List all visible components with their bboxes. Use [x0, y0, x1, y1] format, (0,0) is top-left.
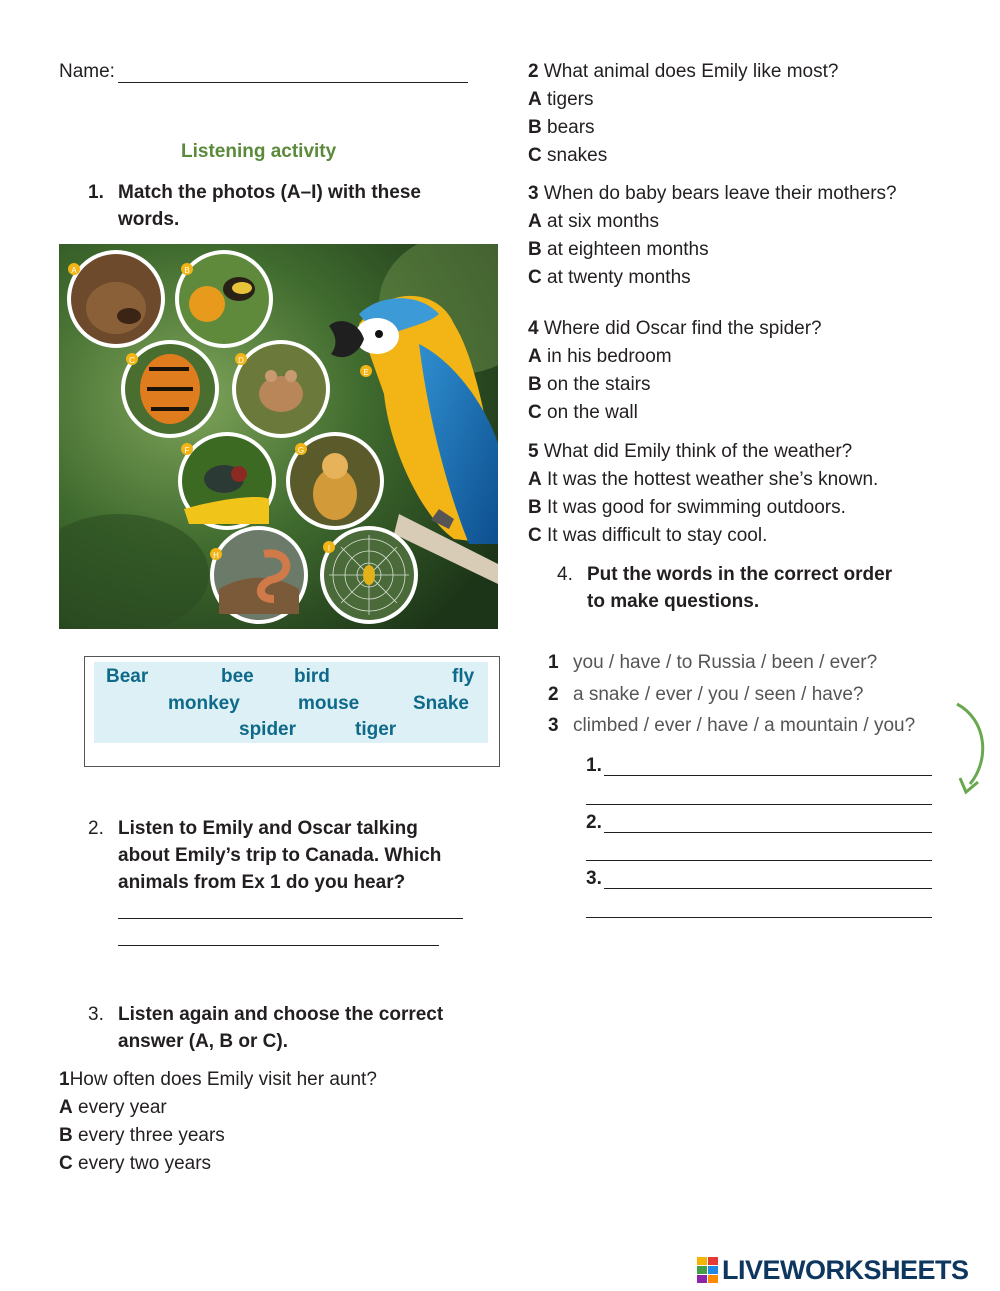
option-key: B: [528, 497, 542, 518]
option-text: at six months: [541, 211, 659, 232]
option-key: A: [59, 1097, 73, 1118]
ex2-number: 2.: [88, 818, 104, 839]
ex4-line1: Put the words in the correct order: [587, 564, 893, 585]
curved-arrow-icon: [952, 700, 992, 796]
option-key: C: [528, 267, 542, 288]
q2-option-c[interactable]: [528, 142, 838, 170]
ex4-line2: to make questions.: [587, 591, 760, 612]
ex4-answer-label-2: 2.: [586, 812, 602, 833]
photo-label-f: F: [184, 446, 190, 455]
q1-text: How often does Emily visit her aunt?: [69, 1069, 377, 1090]
word-bee[interactable]: bee: [221, 666, 254, 687]
ex4-answer-line-3b[interactable]: [586, 917, 932, 918]
name-label: Name:: [59, 61, 115, 82]
q2-option-b[interactable]: [528, 114, 838, 142]
q4-option-c[interactable]: [528, 399, 822, 427]
ex4-answer-label-3: 3.: [586, 868, 602, 889]
q4-number: 4: [528, 318, 539, 339]
photo-circle-a[interactable]: [67, 250, 165, 348]
q2-text: What animal does Emily like most?: [538, 61, 839, 82]
item-number: 2: [548, 683, 559, 705]
ex1-title-line1: Match the photos (A–I) with these: [118, 182, 421, 203]
ex1-title-line2: words.: [118, 209, 180, 230]
word-mouse[interactable]: mouse: [298, 693, 360, 714]
photo-label-h: H: [213, 551, 219, 560]
ex4-items: [548, 647, 915, 742]
photo-label-e: E: [363, 368, 369, 377]
q5-option-c[interactable]: [528, 522, 878, 550]
photo-label-a: A: [71, 266, 77, 275]
option-text: every year: [78, 1097, 167, 1118]
word-bird[interactable]: bird: [294, 666, 330, 687]
ex4-answer-line-2a[interactable]: [604, 832, 932, 833]
q5-number: 5: [528, 441, 539, 462]
q4-option-a[interactable]: [528, 343, 822, 371]
q3-text: When do baby bears leave their mothers?: [538, 183, 897, 204]
ex4-number: 4.: [557, 564, 573, 585]
animal-photo-collage: [59, 244, 498, 629]
ex3-question-4: [528, 315, 822, 427]
q3-option-a[interactable]: [528, 208, 897, 236]
photo-circle-b[interactable]: [175, 250, 273, 348]
ex3-question-5: [528, 438, 878, 550]
photo-circle-g[interactable]: [286, 432, 384, 530]
option-text: on the wall: [541, 402, 638, 423]
option-key: C: [59, 1153, 73, 1174]
ex3-line1: Listen again and choose the correct: [118, 1004, 444, 1025]
photo-label-g: G: [297, 446, 305, 455]
q2-number: 2: [528, 61, 539, 82]
ex1-number: 1.: [88, 182, 104, 203]
q3-option-c[interactable]: [528, 264, 897, 292]
photo-circle-d[interactable]: [232, 340, 330, 438]
word-spider[interactable]: spider: [239, 719, 297, 740]
logo-text: LIVEWORKSHEETS: [722, 1254, 969, 1285]
item-text: climbed / ever / have / a mountain / you?: [573, 715, 916, 736]
option-text: every two years: [78, 1153, 212, 1174]
option-text: in his bedroom: [541, 346, 672, 367]
photo-circle-i[interactable]: [320, 526, 418, 624]
word-bear[interactable]: Bear: [106, 666, 149, 687]
word-snake[interactable]: Snake: [413, 693, 469, 714]
option-text: at eighteen months: [541, 239, 709, 260]
option-text: It was difficult to stay cool.: [541, 525, 768, 546]
option-text: It was the hottest weather she’s known.: [541, 469, 879, 490]
q5-text: What did Emily think of the weather?: [538, 441, 853, 462]
ex4-answer-line-1a[interactable]: [604, 775, 932, 776]
photo-label-b: B: [184, 266, 190, 275]
liveworksheets-logo: [697, 1253, 969, 1287]
q4-option-b[interactable]: [528, 371, 822, 399]
q4-text: Where did Oscar find the spider?: [538, 318, 822, 339]
name-input-line[interactable]: [118, 82, 468, 83]
q3-number: 3: [528, 183, 539, 204]
ex4-item-3: [548, 710, 915, 742]
item-text: you / have / to Russia / been / ever?: [573, 652, 878, 673]
q5-option-a[interactable]: [528, 466, 878, 494]
photo-label-d: D: [238, 356, 244, 365]
option-text: every three years: [78, 1125, 225, 1146]
ex4-answer-label-1: 1.: [586, 755, 602, 776]
item-number: 1: [548, 652, 559, 673]
ex3-line2: answer (A, B or C).: [118, 1031, 288, 1052]
option-text: snakes: [541, 145, 608, 166]
photo-label-e-marker[interactable]: [360, 365, 372, 377]
ex3-question-2: [528, 58, 838, 170]
q3-option-b[interactable]: [528, 236, 897, 264]
ex1-heading: [88, 179, 421, 233]
ex4-item-2: [548, 679, 915, 711]
option-key: A: [528, 211, 542, 232]
ex4-answer-line-2b[interactable]: [586, 860, 932, 861]
word-fly[interactable]: fly: [452, 666, 475, 687]
photo-circle-c[interactable]: [121, 340, 219, 438]
ex2-answer-line-2[interactable]: [118, 945, 439, 946]
q5-option-b[interactable]: [528, 494, 878, 522]
word-tiger[interactable]: tiger: [355, 719, 397, 740]
ex2-line3: animals from Ex 1 do you hear?: [118, 872, 406, 893]
ex3-number: 3.: [88, 1004, 104, 1025]
q1-number: 1: [59, 1069, 70, 1090]
photo-circle-f[interactable]: [178, 432, 276, 530]
item-text: a snake / ever / you / seen / have?: [573, 683, 864, 705]
photo-circle-h[interactable]: [210, 526, 308, 624]
ex2-line2: about Emily’s trip to Canada. Which: [118, 845, 442, 866]
q1-option-c[interactable]: [59, 1150, 377, 1178]
ex3-question-3: [528, 180, 897, 292]
item-number: 3: [548, 715, 559, 736]
option-key: A: [528, 346, 542, 367]
name-field-row: [59, 58, 115, 86]
logo-blocks-icon: [697, 1257, 719, 1283]
q2-option-a[interactable]: [528, 86, 838, 114]
photo-label-c: C: [129, 356, 135, 365]
ex4-heading: [557, 561, 892, 615]
option-key: A: [528, 89, 542, 110]
word-monkey[interactable]: monkey: [168, 693, 240, 714]
q1-option-a[interactable]: [59, 1094, 377, 1122]
ex3-heading: [88, 1001, 443, 1055]
option-key: B: [528, 374, 542, 395]
word-box-inner: [94, 662, 488, 743]
option-key: C: [528, 402, 542, 423]
ex4-answer-line-1b[interactable]: [586, 804, 932, 805]
option-key: B: [528, 117, 542, 138]
photo-label-i: I: [327, 544, 331, 553]
ex2-answer-line-1[interactable]: [118, 918, 463, 919]
ex2-heading: [88, 815, 441, 896]
option-key: B: [528, 239, 542, 260]
activity-title: Listening activity: [181, 141, 337, 162]
option-key: A: [528, 469, 542, 490]
option-text: on the stairs: [541, 374, 651, 395]
q1-option-b[interactable]: [59, 1122, 377, 1150]
ex3-question-1: [59, 1066, 377, 1178]
option-text: tigers: [541, 89, 594, 110]
option-text: at twenty months: [541, 267, 691, 288]
option-key: C: [528, 145, 542, 166]
option-key: B: [59, 1125, 73, 1146]
ex2-line1: Listen to Emily and Oscar talking: [118, 818, 418, 839]
ex4-item-1: [548, 647, 915, 679]
ex4-answer-line-3a[interactable]: [604, 888, 932, 889]
option-text: It was good for swimming outdoors.: [541, 497, 846, 518]
option-key: C: [528, 525, 542, 546]
option-text: bears: [541, 117, 595, 138]
